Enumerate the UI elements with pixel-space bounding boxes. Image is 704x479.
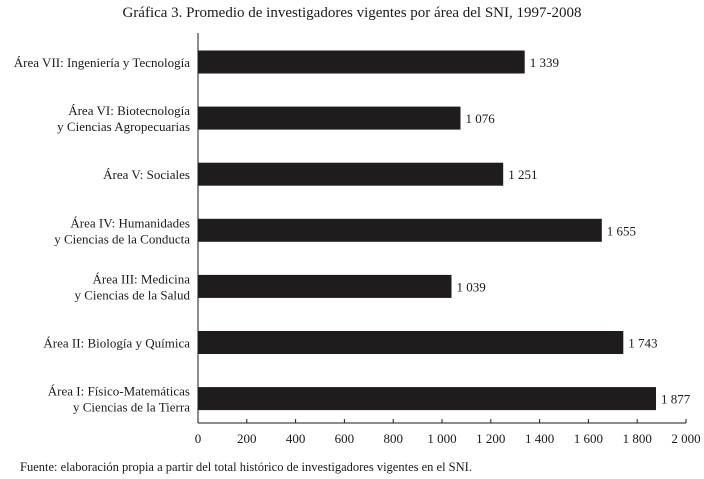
category-label: Área VI: Biotecnología — [68, 103, 190, 119]
x-tick-label: 1 800 — [622, 431, 652, 446]
x-tick-label: 800 — [383, 431, 403, 446]
category-label: Área I: Físico-Matemáticas — [47, 383, 190, 399]
category-label: Área VII: Ingeniería y Tecnología — [13, 55, 190, 70]
category-label: Área III: Medicina — [92, 271, 190, 287]
x-tick-label: 1 200 — [476, 431, 506, 446]
category-label: Área II: Biología y Química — [43, 335, 190, 351]
bar — [198, 387, 656, 410]
value-label: 1 743 — [628, 335, 658, 351]
plot-area — [14, 33, 701, 446]
chart-title: Gráfica 3. Promedio de investigadores vigentes por área del SNI, 1997-2008 — [122, 5, 582, 21]
bar — [198, 219, 602, 242]
category-label: y Ciencias de la Tierra — [73, 399, 190, 415]
x-tick-label: 600 — [334, 431, 355, 446]
value-label: 1 076 — [465, 111, 495, 127]
bar — [198, 51, 525, 74]
value-label: 1 039 — [456, 279, 486, 295]
x-tick-label: 1 400 — [524, 431, 555, 446]
source-note: Fuente: elaboración propia a partir del total histórico de investigadores vigentes en el SNI. — [20, 460, 472, 474]
x-tick-label: 0 — [194, 431, 202, 446]
value-label: 1 877 — [661, 391, 691, 407]
x-tick-label: 1 600 — [573, 431, 604, 446]
x-tick-label: 200 — [237, 431, 257, 446]
bar — [198, 275, 452, 298]
x-tick-label: 2 000 — [671, 431, 701, 446]
category-label: y Ciencias Agropecuarias — [57, 119, 190, 135]
bar — [198, 331, 623, 354]
value-label: 1 339 — [529, 55, 559, 70]
value-label: 1 655 — [606, 223, 637, 239]
x-tick-label: 1 000 — [427, 431, 457, 446]
x-tick-label: 400 — [285, 431, 306, 446]
category-label: y Ciencias de la Conducta — [54, 231, 190, 247]
value-label: 1 251 — [508, 167, 538, 183]
bar — [198, 163, 503, 186]
category-label: Área V: Sociales — [103, 167, 190, 183]
bar — [198, 107, 461, 130]
category-label: y Ciencias de la Salud — [74, 287, 190, 303]
category-label: Área IV: Humanidades — [70, 215, 190, 231]
